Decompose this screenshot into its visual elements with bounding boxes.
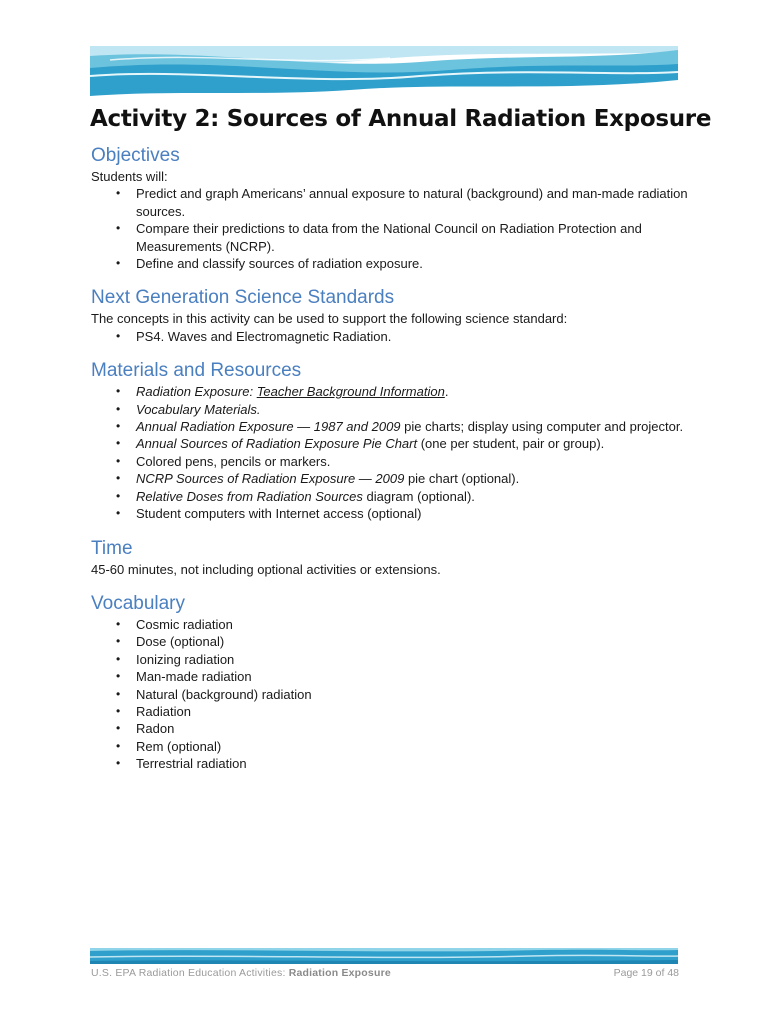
list-item: • Vocabulary Materials.: [116, 401, 261, 417]
bullet-icon: •: [116, 669, 121, 684]
list-item: • Predict and graph Americans’ annual exposure to natural (background) and man-made radiation sources.: [116, 186, 688, 219]
bullet-icon: •: [116, 256, 121, 271]
bullet-icon: •: [116, 721, 121, 736]
objectives-heading: Objectives: [91, 145, 180, 166]
list-item: • NCRP Sources of Radiation Exposure — 2009 pie chart (optional).: [116, 471, 520, 487]
bullet-icon: •: [116, 384, 121, 399]
objectives-list: [91, 185, 691, 272]
ngss-heading: Next Generation Science Standards: [91, 287, 395, 309]
bullet-icon: •: [116, 186, 121, 201]
ngss-list: [91, 328, 691, 345]
bullet-icon: •: [116, 221, 121, 236]
document-body: [91, 144, 691, 787]
header-wave-banner: [90, 46, 678, 96]
list-item: • Radiation Exposure: Teacher Background Information.: [116, 384, 449, 400]
list-item: • Natural (background) radiation: [116, 686, 312, 702]
list-item: • Ionizing radiation: [116, 651, 235, 667]
bullet-icon: •: [116, 651, 121, 666]
list-item: • Student computers with Internet access (optional): [116, 506, 422, 522]
footer-source: U.S. EPA Radiation Education Activities: Radiation Exposure: [91, 967, 391, 979]
list-item: • Define and classify sources of radiation exposure.: [116, 256, 423, 272]
bullet-icon: •: [116, 756, 121, 771]
materials-list: [91, 383, 691, 522]
bullet-icon: •: [116, 453, 121, 468]
bullet-icon: •: [116, 634, 121, 649]
page-number: Page 19 of 48: [613, 967, 679, 979]
bullet-icon: •: [116, 616, 121, 631]
list-item: • PS4. Waves and Electromagnetic Radiation.: [116, 328, 392, 344]
time-section: [91, 537, 691, 578]
bullet-icon: •: [116, 471, 121, 486]
bullet-icon: •: [116, 738, 121, 753]
ngss-section: [91, 286, 691, 345]
objectives-intro: Students will:: [91, 169, 168, 184]
list-item: • Dose (optional): [116, 634, 225, 650]
list-item: • Rem (optional): [116, 738, 222, 754]
vocabulary-list: [91, 616, 691, 773]
teacher-background-link[interactable]: Teacher Background Information: [256, 384, 445, 400]
bullet-icon: •: [116, 419, 121, 434]
footer-source-title: Radiation Exposure: [288, 967, 391, 979]
list-item: • Radiation: [116, 703, 191, 719]
objectives-section: [91, 144, 691, 272]
list-item: • Cosmic radiation: [116, 616, 233, 632]
bullet-icon: •: [116, 686, 121, 701]
list-item: • Relative Doses from Radiation Sources diagram (optional).: [116, 488, 475, 504]
page-title: Activity 2: Sources of Annual Radiation Exposure: [90, 106, 712, 132]
list-item: • Terrestrial radiation: [116, 756, 247, 772]
footer-wave-bar: [90, 948, 678, 964]
vocabulary-section: [91, 592, 691, 773]
list-item: • Annual Sources of Radiation Exposure Pie Chart (one per student, pair or group).: [116, 436, 605, 452]
vocabulary-heading: Vocabulary: [91, 592, 186, 614]
list-item: • Colored pens, pencils or markers.: [116, 453, 331, 469]
list-item: • Annual Radiation Exposure — 1987 and 2009 pie charts; display using computer and projector.: [116, 419, 684, 435]
list-item: • Compare their predictions to data from the National Council on Radiation Protection and Measurements (NCRP).: [116, 221, 642, 254]
bullet-icon: •: [116, 506, 121, 521]
bullet-icon: •: [116, 436, 121, 451]
bullet-icon: •: [116, 328, 121, 343]
time-heading: Time: [91, 537, 133, 559]
list-item: • Man-made radiation: [116, 669, 252, 685]
bullet-icon: •: [116, 401, 121, 416]
ngss-intro: The concepts in this activity can be used to support the following science standard:: [91, 311, 568, 327]
bullet-icon: •: [116, 703, 121, 718]
bullet-icon: •: [116, 488, 121, 503]
materials-section: [91, 359, 691, 522]
time-text: 45-60 minutes, not including optional activities or extensions.: [91, 561, 441, 577]
list-item: • Radon: [116, 721, 175, 737]
materials-heading: Materials and Resources: [91, 360, 302, 382]
